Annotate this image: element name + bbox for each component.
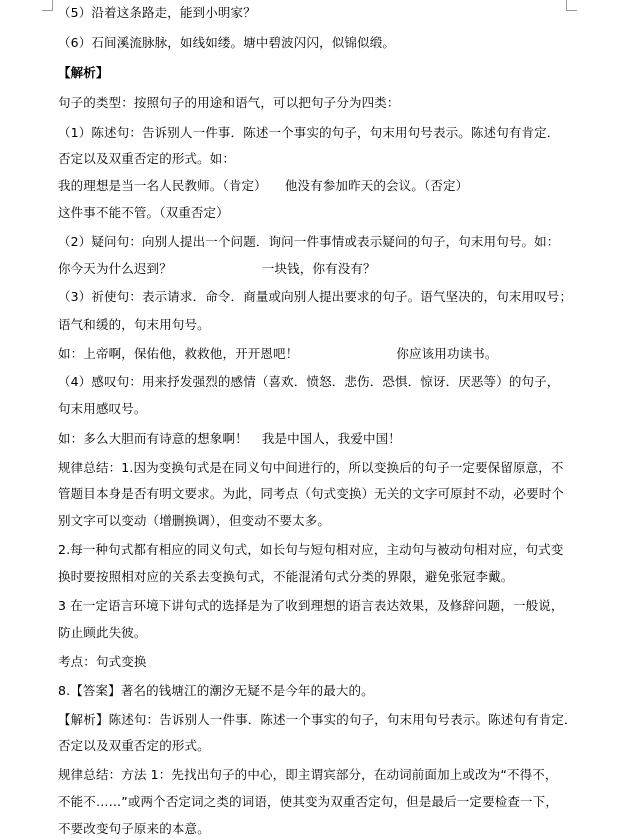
example-line	[58, 345, 498, 363]
text-line: 不要改变句子原来的本意。	[58, 821, 210, 836]
page-corner-mark-right	[566, 0, 577, 11]
text-line: 这件事不能不管。（双重否定）	[58, 205, 229, 220]
text-line: 句末用感叹号。	[58, 401, 147, 416]
text-line: （1）陈述句：告诉别人一件事．陈述一个事实的句子，句末用句号表示。陈述句有肯定．	[58, 125, 560, 140]
text-line: 管题目本身是否有明文要求。为此，同考点（句式变换）无关的文字可原封不动，必要时个	[58, 486, 565, 501]
text-line: 否定以及双重否定的形式。	[58, 738, 210, 753]
example-line	[58, 260, 376, 278]
example-negative: 他没有参加昨天的会议。（否定）	[284, 178, 469, 193]
text-line: （2）疑问句：向别人提出一个问题．询问一件事情或表示疑问的句子，句末用句号。如：	[58, 234, 560, 249]
example-line	[58, 430, 401, 448]
example-imperative-1: 如：上帝啊，保佑他，救救他，开开恩吧！	[58, 346, 299, 361]
example-question-2: 一块钱，你有没有？	[261, 261, 376, 276]
example-sentence-5: （5）沿着这条路走，能到小明家？	[58, 5, 256, 20]
example-exclamatory-1: 如：多么大胆而有诗意的想象啊！	[58, 431, 248, 446]
analysis-line: 【解析】陈述句：告诉别人一件事．陈述一个事实的句子，句末用句号表示。陈述句有肯定．	[58, 712, 577, 727]
text-line: 规律总结：方法 1：先找出句子的中心，即主谓宾部分，在动词前面加上或改为“不得不，	[58, 767, 558, 782]
example-question-1: 你今天为什么迟到？	[58, 261, 172, 276]
text-line: 不能不……”或两个否定词之类的词语，使其变为双重否定句，但是最后一定要检查一下，	[58, 794, 558, 809]
text-line: 2.每一种句式都有相应的同义句式，如长句与短句相对应，主动句与被动句相对应，句式变	[58, 542, 564, 557]
text-line: 换时要按照相对应的关系去变换句式，不能混淆句式分类的界限，避免张冠李戴。	[58, 569, 514, 584]
text-line: （3）祈使句：表示请求．命令．商量或向别人提出要求的句子。语气坚决的，句末用叹号；	[58, 289, 573, 304]
text-line: 否定以及双重否定的形式。如：	[58, 151, 236, 166]
example-affirmative: 我的理想是当一名人民教师。（肯定）	[58, 178, 267, 193]
answer-line: 8.【答案】著名的钱塘江的潮汐无疑不是今年的最大的。	[58, 683, 374, 698]
page-corner-mark-left	[42, 0, 53, 11]
text-line: 句子的类型：按照句子的用途和语气，可以把句子分为四类：	[58, 95, 400, 110]
topic-label: 考点：句式变换	[58, 654, 147, 669]
example-line	[58, 177, 468, 195]
text-line: 语气和缓的，句末用句号。	[58, 317, 210, 332]
text-line: 3 在一定语言环境下讲句式的选择是为了收到理想的语言表达效果，及修辞问题，一般说，	[58, 598, 564, 613]
text-line: （4）感叹句：用来抒发强烈的感情（喜欢．愤怒．悲伤．恐惧．惊讶．厌恶等）的句子，	[58, 374, 560, 389]
analysis-heading: 【解析】	[58, 65, 109, 80]
example-sentence-6: （6）石间溪流脉脉，如线如缕。塘中碧波闪闪，似锦似缎。	[58, 35, 396, 50]
example-imperative-2: 你应该用功读书。	[396, 346, 498, 361]
text-line: 别文字可以变动（增删换调），但变动不要太多。	[58, 513, 331, 528]
text-line: 规律总结：1.因为变换句式是在同义句中间进行的，所以变换后的句子一定要保留原意，不	[58, 460, 564, 475]
example-exclamatory-2: 我是中国人，我爱中国！	[261, 431, 401, 446]
text-line: 防止顾此失彼。	[58, 625, 147, 640]
